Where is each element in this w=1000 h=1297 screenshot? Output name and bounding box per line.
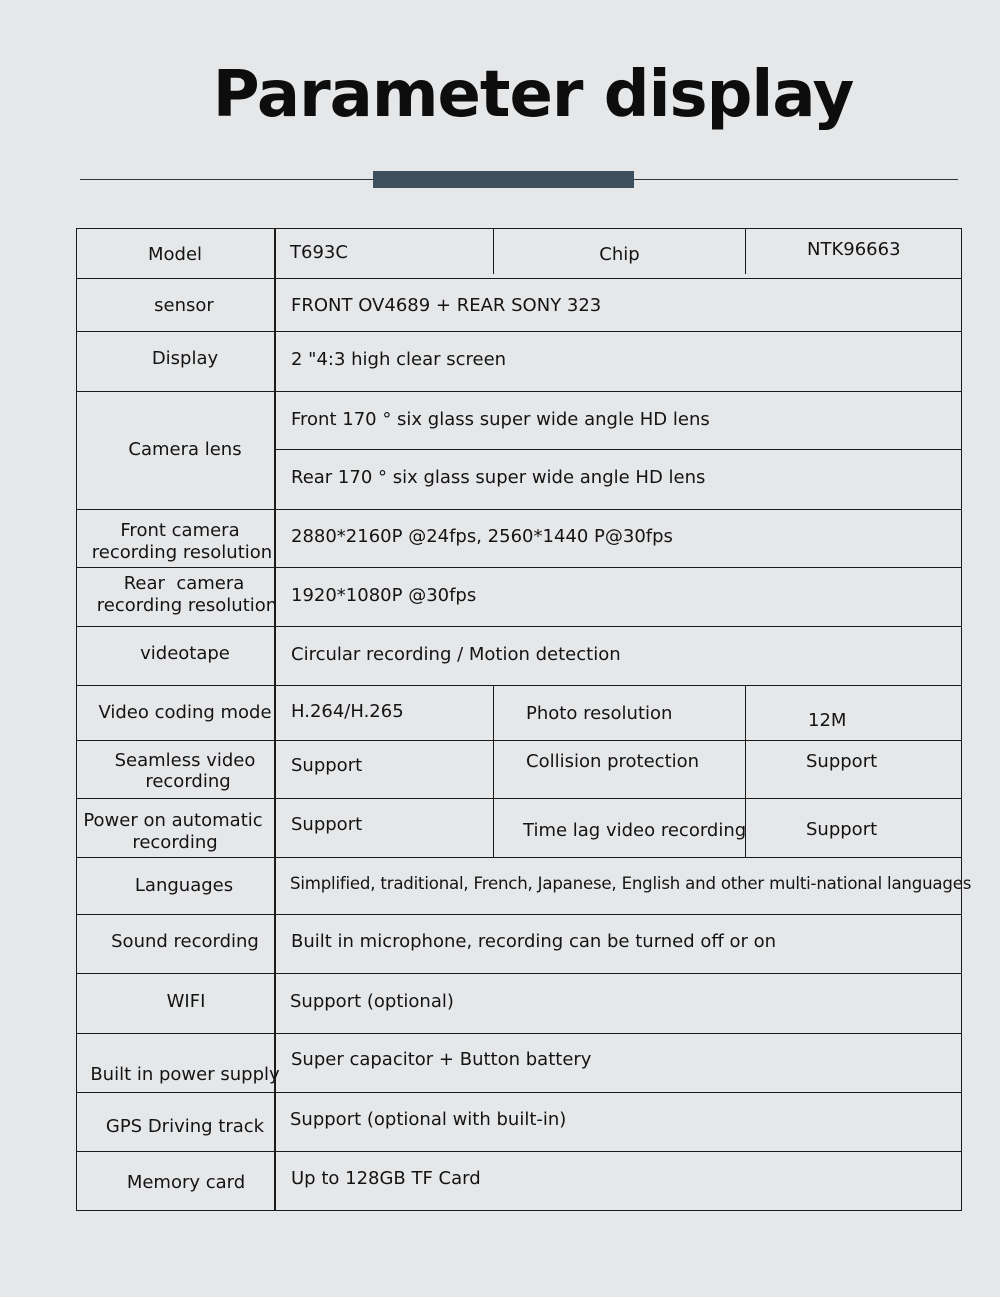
coding-label: Video coding mode	[98, 702, 272, 723]
photo-res-label: Photo resolution	[526, 703, 673, 724]
model-label: Model	[147, 244, 203, 265]
title-divider-accent	[373, 171, 634, 188]
front-res-label-line2: recording resolution	[91, 542, 273, 563]
display-value: 2 "4:3 high clear screen	[291, 349, 507, 370]
chip-value: NTK96663	[807, 239, 901, 260]
seamless-label-line1: Seamless video	[114, 750, 256, 771]
coding-value: H.264/H.265	[291, 701, 404, 722]
wifi-value: Support (optional)	[290, 991, 454, 1012]
model-value: T693C	[290, 242, 348, 263]
power-on-value: Support	[291, 814, 363, 835]
sound-value: Built in microphone, recording can be turned off or on	[291, 931, 777, 952]
videotape-label: videotape	[140, 643, 230, 664]
rear-res-label-line2: recording resolution	[96, 595, 278, 616]
camera-lens-front: Front 170 ° six glass super wide angle HD lens	[291, 409, 710, 430]
gps-value: Support (optional with built-in)	[290, 1109, 567, 1130]
rear-res-value: 1920*1080P @30fps	[291, 585, 477, 606]
wifi-label: WIFI	[166, 991, 206, 1012]
time-lag-label: Time lag video recording	[523, 820, 747, 841]
camera-lens-rear: Rear 170 ° six glass super wide angle HD lens	[291, 467, 706, 488]
collision-value: Support	[806, 751, 878, 772]
power-on-label-line1: Power on automatic	[83, 810, 263, 831]
languages-label: Languages	[134, 875, 234, 896]
photo-res-value: 12M	[808, 710, 847, 731]
power-supply-value: Super capacitor + Button battery	[291, 1049, 592, 1070]
memory-label: Memory card	[126, 1172, 246, 1193]
sensor-value: FRONT OV4689 + REAR SONY 323	[291, 295, 602, 316]
camera-lens-label: Camera lens	[128, 439, 242, 460]
gps-label: GPS Driving track	[105, 1116, 265, 1137]
sound-label: Sound recording	[111, 931, 259, 952]
rear-res-label-line1: Rear camera	[123, 573, 245, 594]
seamless-value: Support	[291, 755, 363, 776]
page-title: Parameter display	[212, 58, 854, 132]
display-label: Display	[151, 348, 219, 369]
chip-label: Chip	[599, 244, 640, 265]
seamless-label-line2: recording	[145, 771, 231, 792]
power-supply-label: Built in power supply	[90, 1064, 280, 1085]
front-res-label-line1: Front camera	[120, 520, 240, 541]
videotape-value: Circular recording / Motion detection	[291, 644, 621, 665]
collision-label: Collision protection	[526, 751, 700, 772]
sensor-label: sensor	[154, 295, 214, 316]
parameter-table	[76, 228, 972, 1211]
front-res-value: 2880*2160P @24fps, 2560*1440 P@30fps	[291, 526, 673, 547]
time-lag-value: Support	[806, 819, 878, 840]
languages-value: Simplified, traditional, French, Japanese, English and other multi-national languages	[290, 874, 972, 893]
power-on-label-line2: recording	[132, 832, 218, 853]
memory-value: Up to 128GB TF Card	[291, 1168, 481, 1189]
